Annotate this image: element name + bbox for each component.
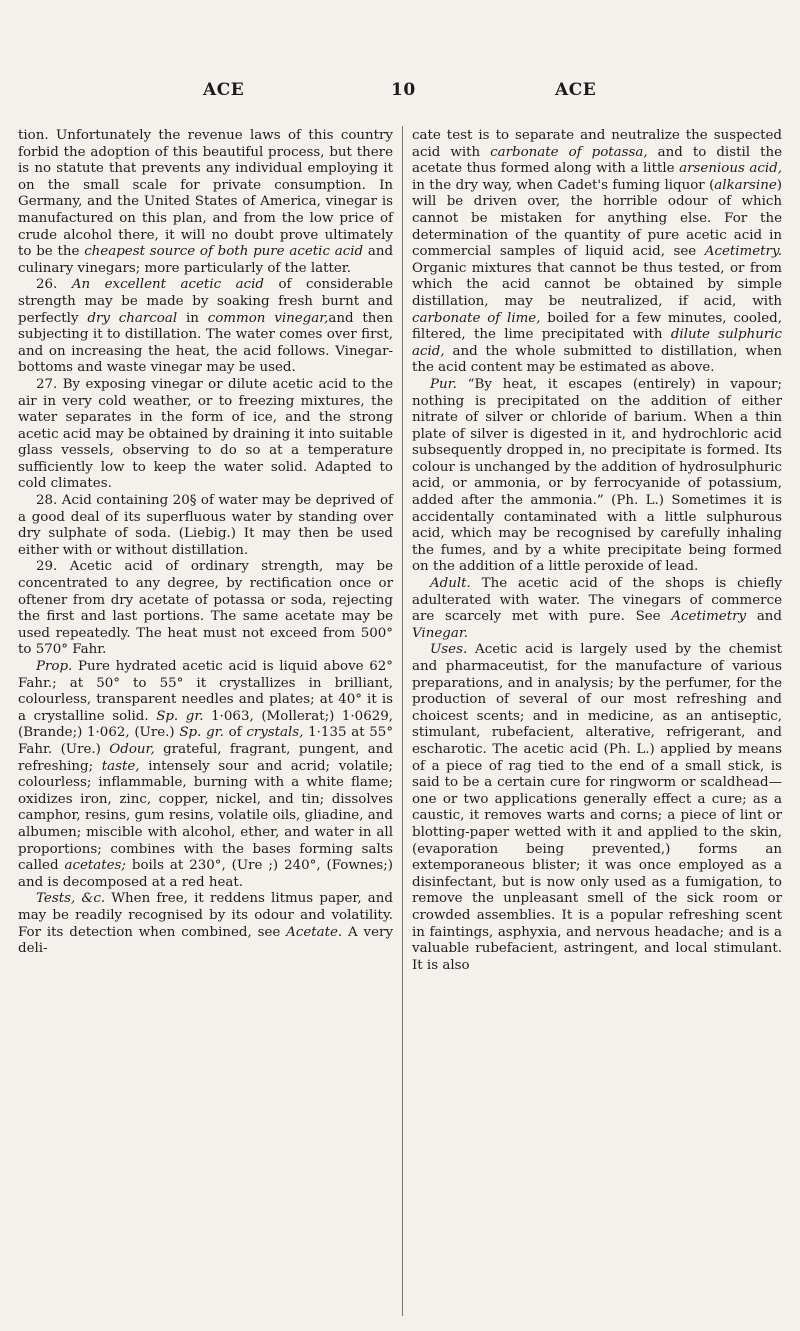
- italic-text: Acetimetry: [671, 609, 747, 625]
- paragraph: [18, 377, 393, 493]
- italic-text: dilute sulphuric acid,: [412, 327, 782, 359]
- text-run: “By heat, it escapes (entirely) in vapour; nothing is precipitated on the addition of either nitrate of silver or chloride of barium. When a thin plate of silver is digested in it, and hydrochloric acid subsequently dropped in, no precipitate is formed. Its colour is unchanged by the addition of hydrosulphuric acid, or ammonia, or by ferrocyanide of potassium, added after the ammonia.” (Ph. L.) Sometimes it is accidentally contaminated with a little sulphurous acid, which may be recognised by carefully inhaling the fumes, and by a white precipitate being formed on the addition of a little peroxide of lead.: [412, 376, 782, 575]
- paragraph: [412, 642, 782, 974]
- text-run: in: [177, 310, 208, 326]
- paragraph: [18, 128, 393, 277]
- paragraph: [412, 128, 782, 377]
- italic-text: Acetate.: [286, 924, 343, 940]
- text-run: and the whole submitted to distillation, when the acid content may be estimated as above.: [412, 343, 782, 376]
- italic-text: Prop.: [36, 659, 73, 674]
- paragraph: [18, 493, 393, 559]
- italic-text: Sp. gr.: [179, 725, 224, 741]
- text-run: grateful, fragrant, pungent, and refreshing;: [18, 741, 393, 774]
- text-run: 1·063, (Mollerat;) 1·0629, (Brande;) 1·062, (Ure.): [18, 708, 394, 741]
- text-run: of considerable strength may be made by soaking fresh burnt and perfectly: [18, 277, 393, 326]
- text-run: 29. Acetic acid of ordinary strength, may be concentrated to any degree, by rectification once or oftener from dry acetate of potassa or soda, rejecting the first and last portions. The same acetate may be used repeatedly. The heat must not exceed from 500° to 570° Fahr.: [18, 559, 393, 658]
- text-run: 1·135 at 55° Fahr. (Ure.): [18, 725, 394, 757]
- left-column: [18, 128, 393, 958]
- italic-text: arsenious acid,: [679, 161, 783, 177]
- italic-text: An excellent acetic acid: [71, 277, 264, 293]
- text-run: When free, it reddens litmus paper, and may be readily recognised by its odour and volatility. For its detection when combined, see: [18, 891, 393, 940]
- text-run: intensely sour and acrid; volatile; colourless; inflammable, burning with a white flame; oxidizes iron, zinc, copper, nickel, and tin; dissolves camphor, resins, gum resins, volatile oils, gliadine, and albumen; miscible with alcohol, ether, and water in all proportions; combines with the bases forming salts called: [18, 758, 393, 874]
- text-run: tion. Unfortunately the revenue laws of this country forbid the adoption of this beautiful process, but there is no statute that prevents any individual employing it on the small scale for private consumption. In Germany, and the United States of America, vinegar is manufactured on this plan, and from the low price of crude alcohol there, it will no doubt prove ultimately to be the: [18, 128, 393, 260]
- italic-text: dry charcoal: [87, 310, 178, 326]
- text-run: 27. By exposing vinegar or dilute acetic acid to the air in very cold weather, or to freezing mixtures, the water separates in the form of ice, and the strong acetic acid may be obtained by draining it into suitable glass vessels, observing to do so at a temperature sufficiently low to keep the water solid. Adapted to cold climates.: [18, 376, 393, 492]
- text-run: Acetic acid is largely used by the chemist and pharmaceutist, for the manufacture of various preparations, and in analysis; by the perfumer, for the production of several of our most refreshing and choicest scents; and in medicine, as an antiseptic, stimulant, rubefacient, alterative, refrigerant, and escharotic. The acetic acid (Ph. L.) applied by means of a piece of rag tied to the end of a small stick, is said to be a certain cure for ringworm or scaldhead—one or two applications generally effect a cure; as a caustic, it removes warts and corns; a piece of lint or blotting-paper wetted with it and applied to the skin, (evaporation being prevented,) forms an extemporaneous blister; it was once employed as a disinfectant, but is now only used as a fumigation, to remove the unpleasant smell of the sick room or crowded assemblies. It is a popular refreshing scent in faintings, asphyxia, and nervous headache; and is a valuable rubefacient, astringent, and local stimulant. It is also: [412, 642, 782, 973]
- text-run: and culinary vinegars; more particularly of the latter.: [18, 244, 394, 276]
- paragraph: [412, 377, 782, 576]
- italic-text: Uses.: [430, 642, 468, 658]
- paragraph: [18, 559, 393, 659]
- text-run: and then subjecting it to distillation. The water comes over first, and on increasing the heat, the acid follows. Vinegar-bottoms and waste vinegar may be used.: [18, 310, 393, 376]
- italic-text: Pur.: [430, 376, 457, 392]
- italic-text: Sp. gr.: [156, 708, 204, 724]
- italic-text: crystals,: [246, 725, 304, 741]
- paragraph: [412, 576, 782, 642]
- text-run: boils at 230°, (Ure ;) 240°, (Fownes;) and is decomposed at a red heat.: [18, 858, 393, 890]
- header-right: ACE: [555, 80, 597, 100]
- paragraph: [18, 659, 393, 891]
- italic-text: Vinegar.: [412, 625, 469, 641]
- text-run: cate test is to separate and neutralize the suspected acid with: [412, 128, 782, 160]
- text-run: Pure hydrated acetic acid is liquid above 62° Fahr.; at 50° to 55° it crystallizes in brilliant, colourless, transparent needles and plates; at 40° it is a crystalline solid.: [18, 659, 393, 724]
- italic-text: Odour,: [109, 741, 155, 757]
- italic-text: alkarsine: [714, 177, 777, 193]
- paragraph: [18, 891, 393, 957]
- text-run: and: [746, 609, 782, 625]
- text-run: of: [223, 725, 247, 741]
- text-run: and to distil the acetate thus formed along with a little: [412, 144, 782, 177]
- italic-text: taste,: [101, 758, 140, 774]
- italic-text: Tests, &c.: [36, 891, 106, 907]
- header-left: ACE: [203, 80, 245, 100]
- page-number: 10: [391, 80, 416, 100]
- text-run: boiled for a few minutes, cooled, filtered, the lime precipitated with: [412, 310, 782, 343]
- italic-text: cheapest source of both pure acetic acid: [84, 244, 364, 260]
- italic-text: Acetimetry.: [704, 244, 782, 260]
- text-run: A very deli-: [18, 924, 394, 957]
- italic-text: acetates;: [64, 858, 126, 874]
- running-header: [0, 80, 800, 108]
- italic-text: carbonate of lime,: [412, 310, 541, 326]
- text-run: in the dry way, when Cadet's fuming liquor (: [412, 177, 715, 193]
- text-run: 28. Acid containing 20§ of water may be deprived of a good deal of its superfluous water by standing over dry sulphate of soda. (Liebig.) It may then be used either with or without distillation.: [18, 493, 393, 558]
- text-run: ) will be driven over, the horrible odour of which cannot be mistaken for anything else. For the determination of the quantity of pure acetic acid in commercial samples of liquid acid, see: [412, 177, 782, 260]
- italic-text: carbonate of potassa,: [490, 144, 648, 160]
- italic-text: common vinegar,: [207, 310, 329, 326]
- text-run: The acetic acid of the shops is chiefly adulterated with water. The vinegars of commerce are scarcely met with pure. See: [412, 576, 782, 625]
- column-divider: [402, 126, 403, 1316]
- right-column: [412, 128, 782, 974]
- paragraph: [18, 277, 393, 377]
- text-run: Organic mixtures that cannot be thus tested, or from which the acid cannot be obtained by simple distillation, may be neutralized, if acid, with: [412, 260, 782, 309]
- text-run: 26.: [36, 277, 72, 293]
- italic-text: Adult.: [430, 576, 471, 592]
